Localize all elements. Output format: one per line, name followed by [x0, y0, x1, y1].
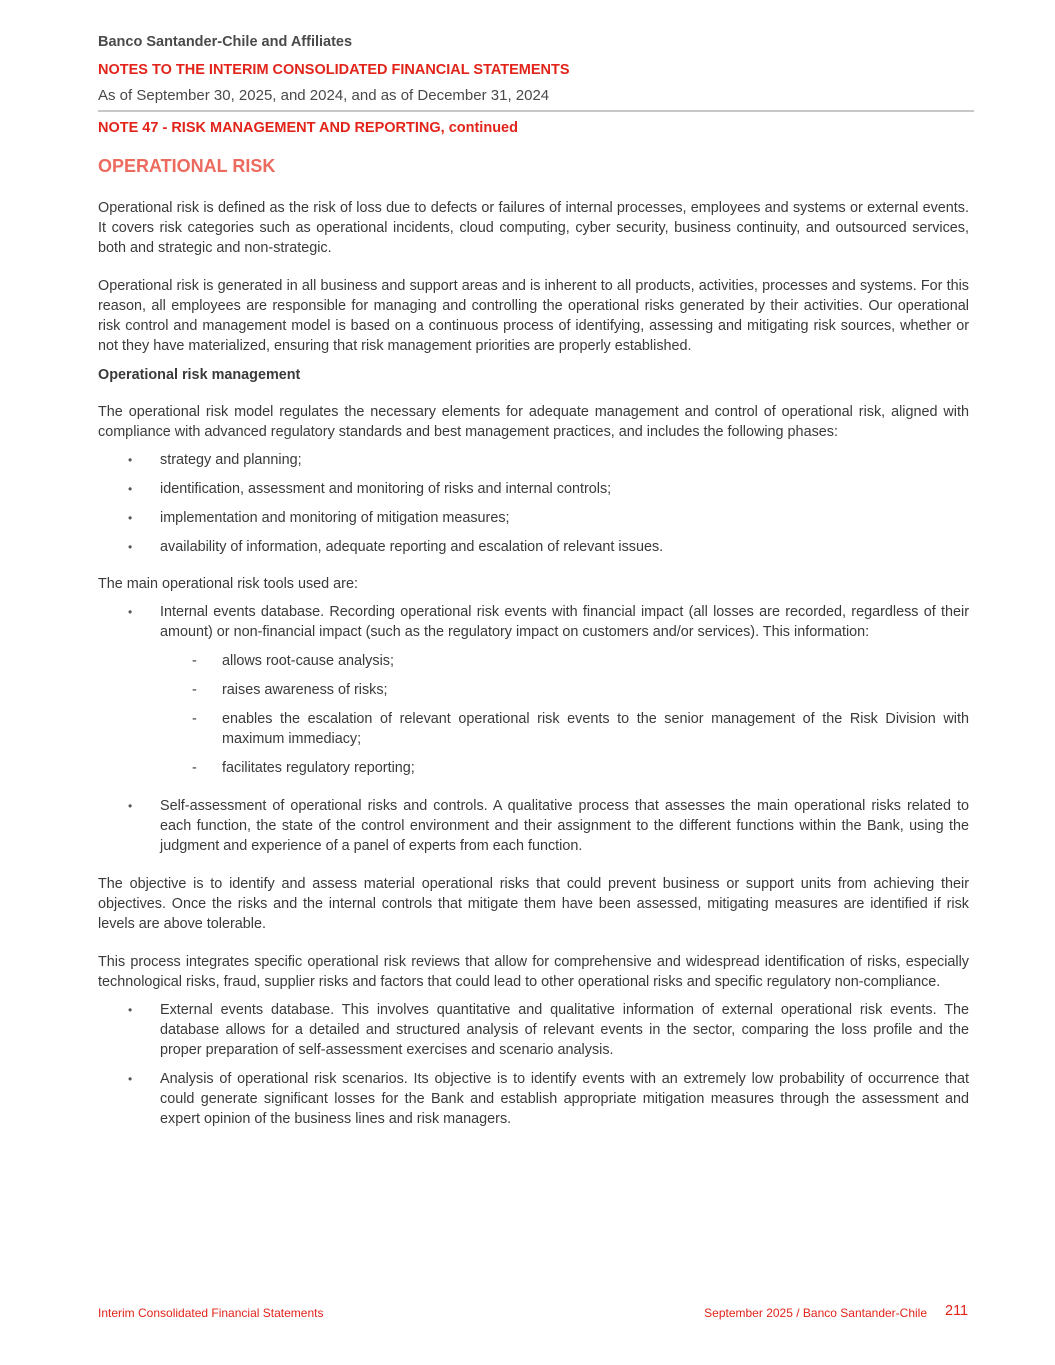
- tool-internal-events: [98, 602, 969, 778]
- note-title: NOTE 47 - RISK MANAGEMENT AND REPORTING, continued: [98, 120, 518, 136]
- paragraph-process: This process integrates specific operational risk reviews that allow for comprehensive and widespread identification of risks, especially technological risks, fraud, supplier risks and factors that could lead to other operational risks and specific regulatory non-compliance.: [98, 954, 969, 990]
- phases-list: [98, 450, 969, 557]
- list-item: - facilitates regulatory reporting;: [160, 758, 969, 778]
- tools-list-continued: [98, 1000, 969, 1129]
- section-title: OPERATIONAL RISK: [98, 156, 276, 176]
- company-name: Banco Santander-Chile and Affiliates: [98, 34, 353, 50]
- as-of-date: As of September 30, 2025, and 2024, and as of December 31, 2024: [98, 87, 550, 104]
- list-item: • availability of information, adequate reporting and escalation of relevant issues.: [98, 537, 969, 557]
- tool-external-events: • External events database. This involves quantitative and qualitative information of external operational risk events. The database allows for a detailed and structured analysis of relevant events in the sector, comparing the loss profile and the proper preparation of self-assessment exercises and scenario analysis.: [98, 1000, 969, 1060]
- list-item: - raises awareness of risks;: [160, 680, 969, 700]
- footer-bank: Banco Santander-Chile: [802, 1306, 927, 1320]
- header-divider: [98, 110, 974, 112]
- list-item: • identification, assessment and monitoring of risks and internal controls;: [98, 479, 969, 499]
- tool-scenarios: • Analysis of operational risk scenarios. Its objective is to identify events with an extremely low probability of occurrence that could generate significant losses for the Bank and establish appropriate mitigation measures through the assessment and expert opinion of the business lines and risk managers.: [98, 1069, 969, 1129]
- notes-title: NOTES TO THE INTERIM CONSOLIDATED FINANCIAL STATEMENTS: [98, 62, 570, 78]
- paragraph-objective: The objective is to identify and assess material operational risks that could prevent business or support units from achieving their objectives. Once the risks and the internal controls that mitigate them have been assessed, mitigating measures are identified if risk levels are above tolerable.: [98, 876, 969, 932]
- footer-date: September 2025: [704, 1306, 793, 1320]
- footer-document-title: Interim Consolidated Financial Statements: [98, 1306, 324, 1320]
- tools-list: [98, 602, 969, 856]
- subheading-management: Operational risk management: [98, 367, 301, 383]
- footer-separator: /: [796, 1306, 800, 1320]
- footer-date-bank: [704, 1306, 927, 1320]
- body-text: [98, 198, 969, 1138]
- internal-sub-list: [160, 651, 969, 778]
- paragraph-generation: Operational risk is generated in all business and support areas and is inherent to all products, activities, processes and systems. For this reason, all employees are responsible for managing and controlling the operational risks generated by their activities. Our operational risk control and management model is based on a continuous process of identifying, assessing and mitigating risk sources, whether or not they have materialized, ensuring that risk management priorities are properly established.: [98, 278, 969, 354]
- paragraph-tools-intro: The main operational risk tools used are:: [98, 576, 358, 592]
- tool-self-assessment: • Self-assessment of operational risks and controls. A qualitative process that assesses the main operational risks related to each function, the state of the control environment and their assignment to the different functions within the Bank, using the judgment and experience of a panel of experts from each function.: [98, 796, 969, 856]
- list-item: - enables the escalation of relevant operational risk events to the senior management of the Risk Division with maximum immediacy;: [160, 709, 969, 749]
- page-number: 211: [945, 1303, 969, 1319]
- paragraph-definition: Operational risk is defined as the risk of loss due to defects or failures of internal processes, employees and systems or external events. It covers risk categories such as operational incidents, cloud computing, cyber security, business continuity, and outsourced services, both and strategic and non-strategic.: [98, 200, 969, 256]
- list-item: • implementation and monitoring of mitigation measures;: [98, 508, 969, 528]
- tool-internal-text: Internal events database. Recording operational risk events with financial impact (all losses are recorded, regardless of their amount) or non-financial impact (such as the regulatory impact on customers and/or services). This information:: [160, 604, 969, 640]
- paragraph-model: The operational risk model regulates the necessary elements for adequate management and control of operational risk, aligned with compliance with advanced regulatory standards and best management practices, and includes the following phases:: [98, 404, 969, 440]
- list-item: • strategy and planning;: [98, 450, 969, 470]
- list-item: - allows root-cause analysis;: [160, 651, 969, 671]
